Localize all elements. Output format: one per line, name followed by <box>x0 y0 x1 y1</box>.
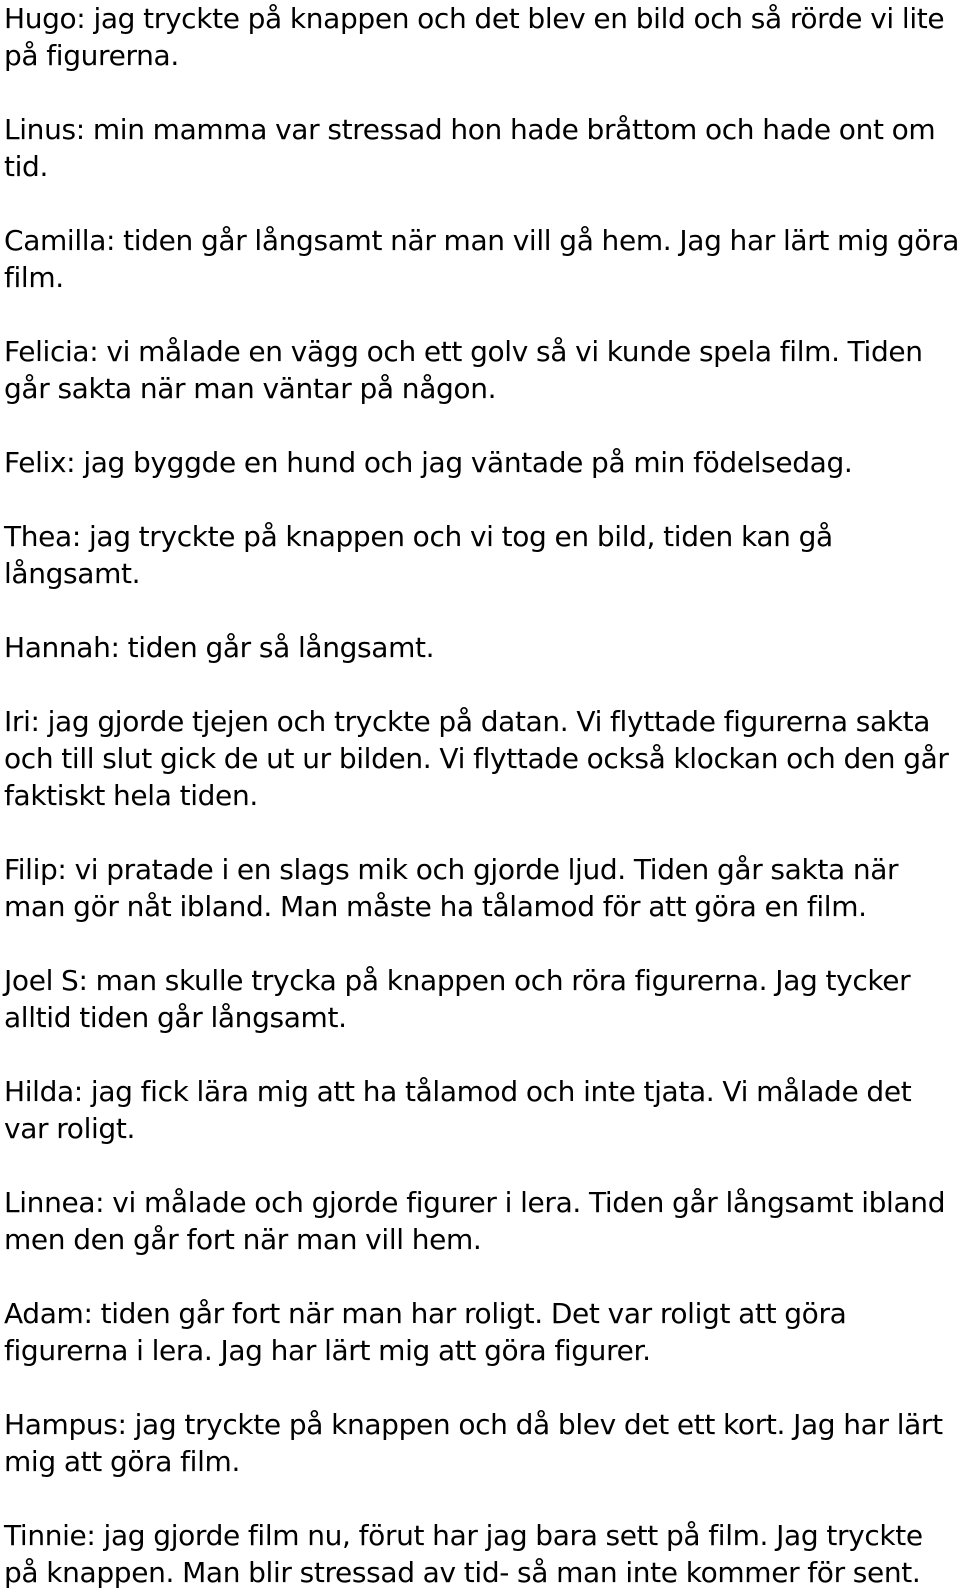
quote-camilla: Camilla: tiden går långsamt när man vill gå hem. Jag har lärt mig göra film. <box>4 224 960 294</box>
quote-hugo: Hugo: jag tryckte på knappen och det blev en bild och så rörde vi lite på figurerna. <box>4 2 945 72</box>
quote-filip: Filip: vi pratade i en slags mik och gjorde ljud. Tiden går sakta när man gör nåt ibland. Man måste ha tålamod för att göra en film. <box>4 853 899 923</box>
quote-tinnie: Tinnie: jag gjorde film nu, förut har jag bara sett på film. Jag tryckte på knappen. Man blir stressad av tid- så man inte kommer för sent. <box>4 1519 923 1589</box>
quote-joel-s: Joel S: man skulle trycka på knappen och röra figurerna. Jag tycker alltid tiden går långsamt. <box>4 964 911 1034</box>
quote-iri: Iri: jag gjorde tjejen och tryckte på datan. Vi flyttade figurerna sakta och till slut gick de ut ur bilden. Vi flyttade också klockan och den går faktiskt hela tiden. <box>4 705 949 812</box>
quote-hilda: Hilda: jag fick lära mig att ha tålamod och inte tjata. Vi målade det var roligt. <box>4 1075 912 1145</box>
quote-adam: Adam: tiden går fort när man har roligt. Det var roligt att göra figurerna i lera. Jag har lärt mig att göra figurer. <box>4 1297 847 1367</box>
quote-felicia: Felicia: vi målade en vägg och ett golv så vi kunde spela film. Tiden går sakta när man väntar på någon. <box>4 335 923 405</box>
quote-hampus: Hampus: jag tryckte på knappen och då blev det ett kort. Jag har lärt mig att göra film. <box>4 1408 943 1478</box>
quote-hannah: Hannah: tiden går så långsamt. <box>4 631 435 664</box>
quote-felix: Felix: jag byggde en hund och jag väntade på min födelsedag. <box>4 446 853 479</box>
quote-thea: Thea: jag tryckte på knappen och vi tog en bild, tiden kan gå långsamt. <box>4 520 833 590</box>
quote-linnea: Linnea: vi målade och gjorde figurer i lera. Tiden går långsamt ibland men den går fort när man vill hem. <box>4 1186 946 1256</box>
quote-linus: Linus: min mamma var stressad hon hade bråttom och hade ont om tid. <box>4 113 936 183</box>
